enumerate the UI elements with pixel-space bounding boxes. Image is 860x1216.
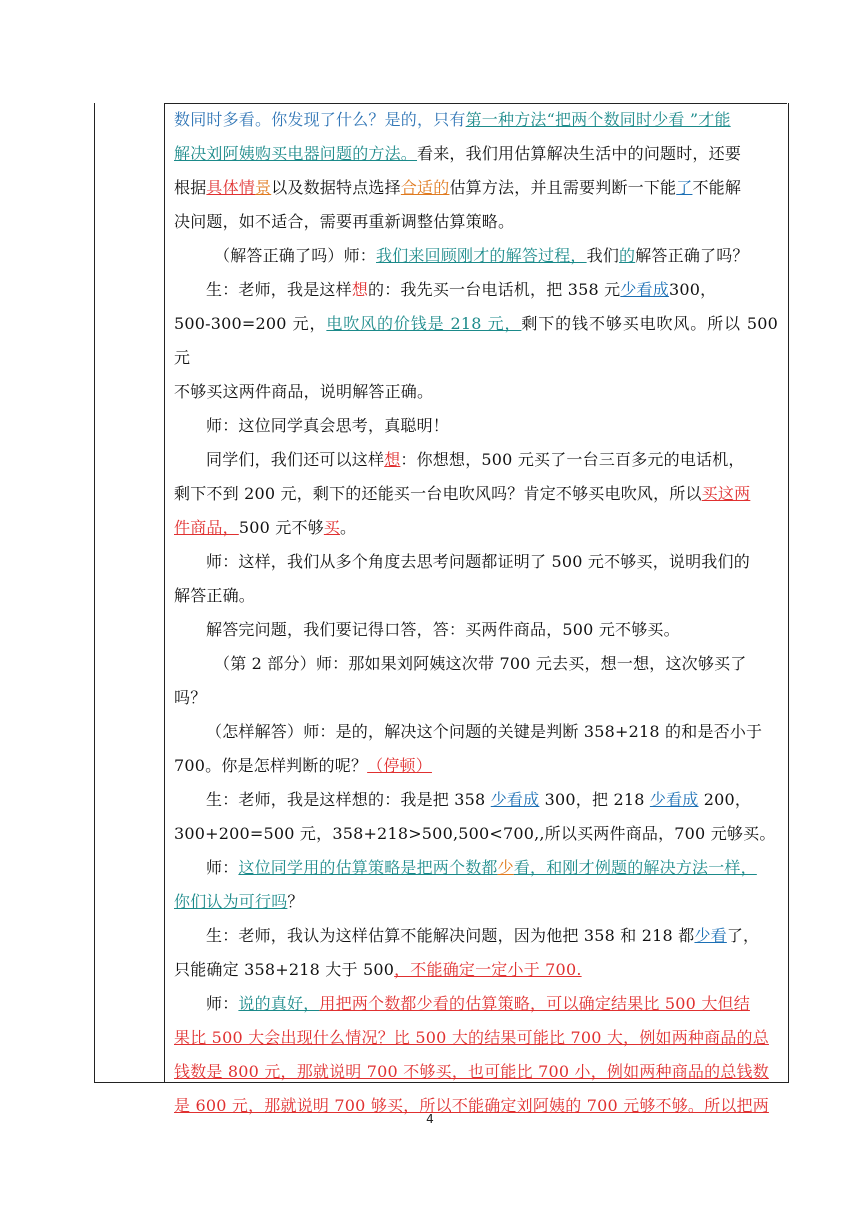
- text-span: 以及数据特点选择: [271, 178, 401, 197]
- text-line: [174, 443, 778, 477]
- text-span: 剩下不到 200 元，剩下的还能买一台电吹风吗？肯定不够买电吹风，所以: [174, 484, 702, 503]
- text-span: 景: [255, 178, 272, 197]
- text-span: 不能解: [692, 178, 742, 197]
- text-span: 电吹风的价钱是 218 元，: [326, 314, 522, 333]
- text-span: ？: [287, 892, 304, 911]
- column-divider: [164, 103, 165, 1082]
- text-span: ：你想想，500 元买了一台三百多元的电话机，: [400, 450, 745, 469]
- text-line: [174, 749, 778, 783]
- text-span: 生：老师，我是这样想的：我是把 358: [206, 790, 491, 809]
- text-span: （第 2 部分）师：那如果刘阿姨这次带 700 元去买，想一想，这次够买了: [214, 654, 747, 673]
- text-line: [174, 851, 778, 885]
- text-span: 700。你是怎样判断的呢？: [174, 756, 368, 775]
- text-line: [174, 783, 778, 817]
- text-span: 200，: [698, 790, 752, 809]
- text-span: （解答正确了吗）师：: [214, 246, 377, 265]
- text-span: （停顿）: [367, 756, 432, 775]
- text-span: 想: [351, 280, 369, 299]
- text-line: [174, 885, 778, 919]
- text-line: [174, 171, 778, 205]
- text-span: 想: [384, 450, 401, 469]
- text-line: [174, 1021, 778, 1055]
- text-span: 第一种方法“把两个数同时少看 ”才能: [465, 110, 731, 129]
- text-span: 买: [323, 518, 341, 537]
- text-line: [174, 681, 778, 715]
- text-span: 生：老师，我认为这样估算不能解决问题，因为他把 358 和 218 都: [206, 926, 695, 945]
- text-span: 剩下的钱不够买电吹风。所以 500 元: [174, 314, 778, 367]
- text-span: 说的真好，: [238, 994, 320, 1013]
- text-span: 500 元不够: [238, 518, 324, 537]
- text-span: 钱数是 800 元，那就说明 700 不够买，也可能比 700 小，例如两种商品的总钱数: [174, 1062, 769, 1081]
- text-span: （怎样解答）师：是的，解决这个问题的关键是判断 358+218 的和是否小于: [206, 722, 763, 741]
- text-span: 我们来回顾刚才的解答过程，: [376, 246, 587, 265]
- text-span: 买这两: [701, 484, 751, 503]
- text-line: [174, 103, 778, 137]
- text-span: 解答正确。: [174, 586, 256, 605]
- text-span: 了: [676, 178, 693, 197]
- text-span: 300，: [668, 280, 717, 299]
- text-span: 少看成: [649, 790, 699, 809]
- text-line: [174, 137, 778, 171]
- text-line: [174, 579, 778, 613]
- text-line: [174, 477, 778, 511]
- text-span: 300，把 218: [539, 790, 650, 809]
- text-line: [174, 375, 778, 409]
- text-span: 生：老师，我是这样: [206, 280, 352, 299]
- text-span: 少看: [694, 926, 727, 945]
- text-span: 件商品，: [174, 518, 239, 537]
- text-line: [174, 987, 778, 1021]
- text-line: [174, 613, 778, 647]
- text-span: 师：这样，我们从多个角度去思考问题都证明了 500 元不够买，说明我们的: [206, 552, 750, 571]
- text-span: 解答正确了吗？: [635, 246, 749, 265]
- text-line: [174, 647, 778, 681]
- text-line: [174, 409, 778, 443]
- page-number: 4: [426, 1112, 434, 1126]
- text-span: 同学们，我们还可以这样: [206, 450, 385, 469]
- text-line: [174, 953, 778, 987]
- text-span: 你们认为可行吗: [174, 892, 288, 911]
- text-span: 师：这位同学真会思考，真聪明！: [206, 416, 450, 435]
- text-span: 看来，我们用估算解决生活中的问题时，还要: [417, 144, 742, 163]
- text-span: 数同时多看。你发现了什么？是的，只有: [174, 110, 466, 129]
- text-line: [174, 545, 778, 579]
- text-span: 解决刘阿姨购买电器问题的方法。: [174, 144, 418, 163]
- text-span: 根据: [174, 178, 207, 197]
- text-line: [174, 273, 778, 307]
- text-span: 少看成: [620, 280, 669, 299]
- text-span: 500-300=200 元，: [174, 314, 327, 333]
- text-line: [174, 511, 778, 545]
- text-span: 师：: [206, 994, 239, 1013]
- text-span: 了，: [726, 926, 760, 945]
- text-line: [174, 205, 778, 239]
- text-span: 的：我先买一台电话机，把 358 元: [368, 280, 621, 299]
- text-span: 具体情: [206, 178, 256, 197]
- text-span: 少: [497, 858, 514, 877]
- text-span: 解答完问题，我们要记得口答，答：买两件商品，500 元不够买。: [206, 620, 680, 639]
- text-span: 合适的: [400, 178, 450, 197]
- text-line: [174, 817, 778, 851]
- text-span: 是 600 元，那就说明 700 够买，所以不能确定刘阿姨的 700 元够不够。所以把两: [174, 1096, 769, 1115]
- text-span: 不够买这两件商品，说明解答正确。: [174, 382, 434, 401]
- text-line: [174, 919, 778, 953]
- text-span: 。: [340, 518, 357, 537]
- text-span: 少看成: [490, 790, 540, 809]
- text-span: 用把两个数都少看的估算策略，可以确定结果比 500 大但结: [319, 994, 750, 1013]
- text-span: 估算方法，并且需要判断一下能: [449, 178, 677, 197]
- lesson-text: [174, 103, 778, 1123]
- text-span: 的: [619, 246, 636, 265]
- text-span: 看，和刚才例题的解决方法一样，: [513, 858, 757, 877]
- text-span: 300+200=500 元，358+218>500,500<700,,所以买两件商品，700 元够买。: [174, 824, 776, 843]
- text-span: 果比 500 大会出现什么情况？比 500 大的结果可能比 700 大，例如两种商品的总: [174, 1028, 769, 1047]
- text-line: [174, 239, 778, 273]
- text-span: 我们: [586, 246, 620, 265]
- text-line: [174, 307, 778, 375]
- text-line: [174, 1055, 778, 1089]
- text-span: 这位同学用的估算策略是把两个数都: [238, 858, 498, 877]
- text-span: 只能确定 358+218 大于 500: [174, 960, 395, 979]
- text-span: 师：: [206, 858, 239, 877]
- text-line: [174, 715, 778, 749]
- text-span: ，不能确定一定小于 700.: [394, 960, 582, 979]
- text-span: 决问题，如不适合，需要再重新调整估算策略。: [174, 212, 515, 231]
- text-span: 吗？: [174, 688, 207, 707]
